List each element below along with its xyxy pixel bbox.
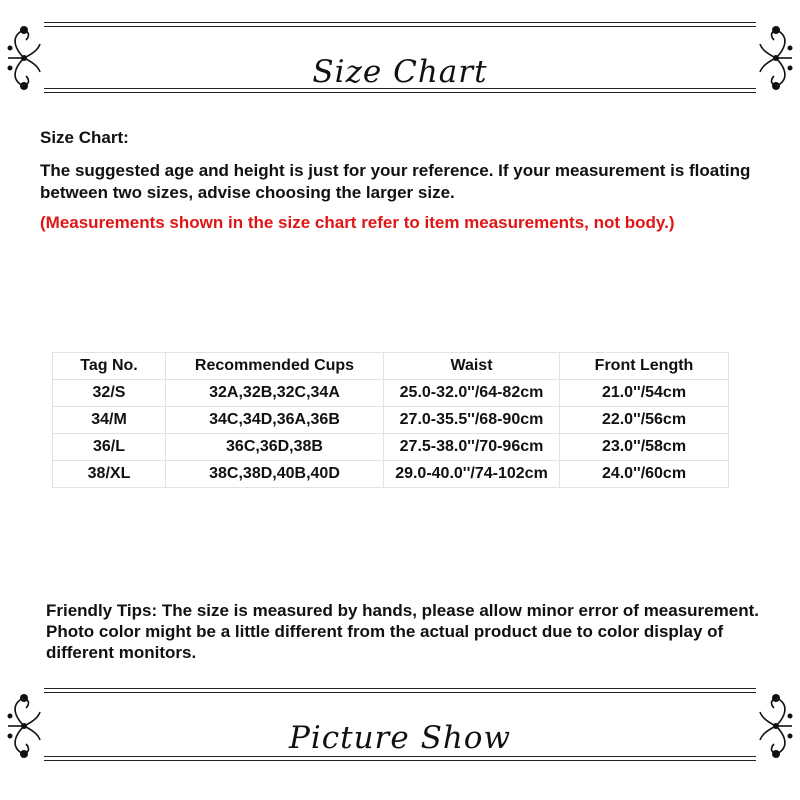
size-table xyxy=(52,352,729,488)
table-header-row xyxy=(53,353,729,380)
cell-cups: 32A,32B,32C,34A xyxy=(166,380,384,407)
table-row xyxy=(53,434,729,461)
banner-title: Picture Show xyxy=(289,720,511,756)
measurement-warning: (Measurements shown in the size chart refer to item measurements, not body.) xyxy=(40,213,675,232)
friendly-tips: Friendly Tips: The size is measured by hands, please allow minor error of measurement. Photo color might be a little different from the actual product due to color display of different monitors. xyxy=(46,601,759,662)
cell-front-length: 22.0''/56cm xyxy=(560,407,729,434)
cell-cups: 38C,38D,40B,40D xyxy=(166,461,384,488)
banner-rule xyxy=(44,756,756,757)
header-tag-no: Tag No. xyxy=(53,353,166,380)
cell-front-length: 21.0''/54cm xyxy=(560,380,729,407)
banner-rule xyxy=(44,692,756,693)
cell-waist: 27.5-38.0''/70-96cm xyxy=(384,434,560,461)
cell-tag-no: 34/M xyxy=(53,407,166,434)
header-waist: Waist xyxy=(384,353,560,380)
cell-front-length: 24.0''/60cm xyxy=(560,461,729,488)
table-row xyxy=(53,380,729,407)
size-chart-banner xyxy=(0,20,800,100)
intro-text: The suggested age and height is just for your reference. If your measurement is floating between two sizes, advise choosing the larger size. xyxy=(40,161,751,202)
cell-tag-no: 32/S xyxy=(53,380,166,407)
page-heading: Size Chart: xyxy=(40,128,129,147)
cell-cups: 34C,34D,36A,36B xyxy=(166,407,384,434)
banner-rule xyxy=(44,22,756,23)
banner-rule xyxy=(44,688,756,689)
cell-waist: 29.0-40.0''/74-102cm xyxy=(384,461,560,488)
table-row xyxy=(53,461,729,488)
picture-show-banner xyxy=(0,686,800,766)
banner-rule xyxy=(44,92,756,93)
cell-tag-no: 36/L xyxy=(53,434,166,461)
cell-waist: 27.0-35.5''/68-90cm xyxy=(384,407,560,434)
header-recommended-cups: Recommended Cups xyxy=(166,353,384,380)
cell-waist: 25.0-32.0''/64-82cm xyxy=(384,380,560,407)
header-front-length: Front Length xyxy=(560,353,729,380)
cell-tag-no: 38/XL xyxy=(53,461,166,488)
banner-title: Size Chart xyxy=(312,54,488,90)
table-row xyxy=(53,407,729,434)
cell-cups: 36C,36D,38B xyxy=(166,434,384,461)
banner-rule xyxy=(44,26,756,27)
banner-rule xyxy=(44,760,756,761)
cell-front-length: 23.0''/58cm xyxy=(560,434,729,461)
